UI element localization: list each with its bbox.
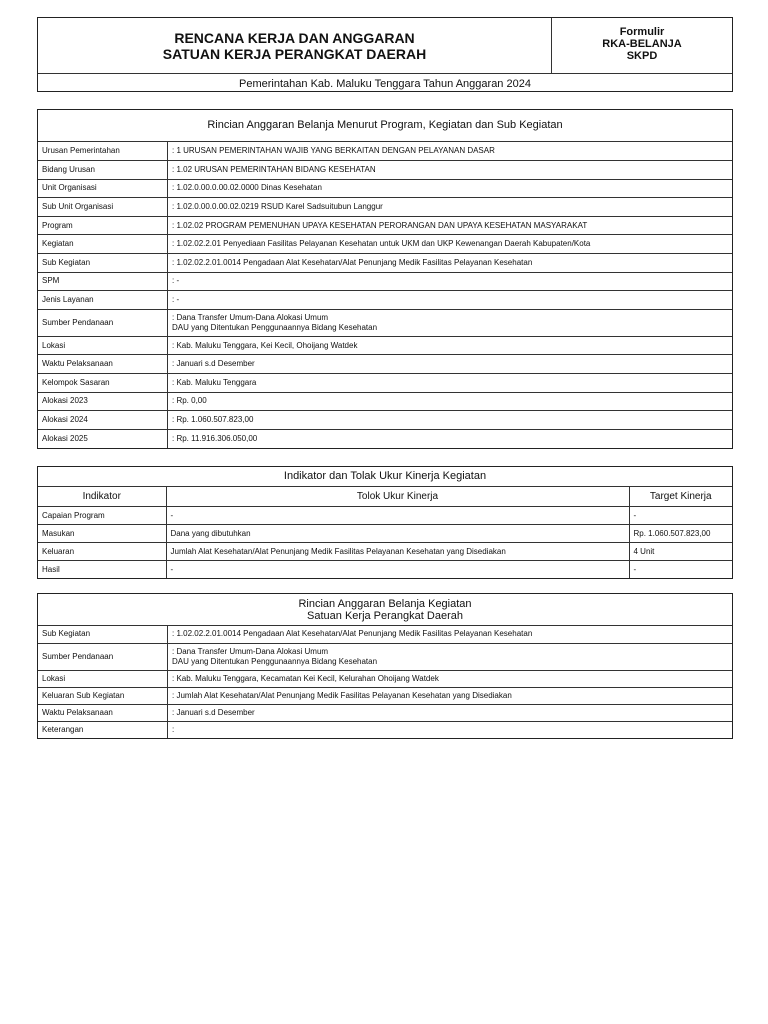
section-title: Rincian Anggaran Belanja Menurut Program, Kegiatan dan Sub Kegiatan [38,110,732,142]
table-row [38,142,732,161]
document-title [38,18,552,73]
table-row [38,216,732,235]
section-title-line-2: Satuan Kerja Perangkat Daerah [307,609,463,622]
document-header [37,17,733,92]
row-value [168,272,733,291]
row-value [168,670,733,687]
activity-budget-table [38,626,732,738]
document-subtitle: Pemerintahan Kab. Maluku Tenggara Tahun Anggaran 2024 [239,77,531,90]
row-value [168,254,733,273]
row-value-text-2: DAU yang Ditentukan Penggunaannya Bidang Kesehatan [172,656,378,666]
row-value-text: : Kab. Maluku Tenggara, Kei Kecil, Ohoijang Watdek [172,340,358,350]
row-label: SPM [38,272,168,291]
row-value [168,235,733,254]
row-value [168,216,733,235]
row-label: Kegiatan [38,235,168,254]
program-details-section [37,109,733,449]
form-code [552,18,732,73]
title-line-2: SATUAN KERJA PERANGKAT DAERAH [162,45,427,62]
table-row [38,309,732,336]
table-row [38,336,732,355]
indicator-cell: Capaian Program [38,507,166,525]
row-value-text: : Rp. 1.060.507.823,00 [172,415,254,425]
activity-budget-section [37,593,733,739]
indicator-cell: Keluaran [38,543,166,561]
row-label: Sumber Pendanaan [38,309,168,336]
table-row [38,626,732,643]
row-value-text: : 1.02.02.2.01.0014 Pengadaan Alat Kesehatan/Alat Penunjang Medik Fasilitas Pelayanan Kesehatan [172,257,533,267]
row-value-text: : Rp. 0,00 [172,396,207,406]
row-value [168,687,733,704]
section-title-line-1: Rincian Anggaran Belanja Kegiatan [298,597,472,610]
row-label: Keterangan [38,721,168,738]
table-row [38,374,732,393]
row-label: Alokasi 2024 [38,411,168,430]
row-value-text: : Kab. Maluku Tenggara, Kecamatan Kei Kecil, Kelurahan Ohoijang Watdek [172,673,439,683]
table-row [38,272,732,291]
row-value-text: : 1.02.02 PROGRAM PEMENUHAN UPAYA KESEHATAN PERORANGAN DAN UPAYA KESEHATAN MASYARAKAT [172,220,588,230]
table-row [38,670,732,687]
column-header-indicator: Indikator [38,487,166,507]
row-label: Bidang Urusan [38,161,168,180]
row-value-text-2: DAU yang Ditentukan Penggunaannya Bidang Kesehatan [172,322,378,332]
section-title [38,594,732,626]
table-row [38,525,732,543]
row-label: Program [38,216,168,235]
row-value-text: : Jumlah Alat Kesehatan/Alat Penunjang Medik Fasilitas Pelayanan Kesehatan yang Disediakan [172,690,512,700]
row-value-text: : 1 URUSAN PEMERINTAHAN WAJIB YANG BERKAITAN DENGAN PELAYANAN DASAR [172,146,495,156]
row-value [168,429,733,448]
table-row [38,687,732,704]
row-value [168,336,733,355]
row-value [168,355,733,374]
row-label: Lokasi [38,336,168,355]
row-value [168,179,733,198]
row-label: Sub Kegiatan [38,626,168,643]
row-value-text: : 1.02.0.00.0.00.02.0000 Dinas Kesehatan [172,183,322,193]
row-value-text: : Kab. Maluku Tenggara [172,377,257,387]
row-value-text: : Rp. 11.916.306.050,00 [172,433,258,443]
benchmark-cell: - [166,561,629,579]
indicator-table [38,487,732,578]
row-value [168,392,733,411]
row-value-text: : Januari s.d Desember [172,707,255,717]
table-row [38,179,732,198]
row-value [168,374,733,393]
row-label: Kelompok Sasaran [38,374,168,393]
row-label: Alokasi 2023 [38,392,168,411]
row-value-text: : - [172,276,180,286]
row-label: Jenis Layanan [38,291,168,310]
benchmark-cell: Jumlah Alat Kesehatan/Alat Penunjang Medik Fasilitas Pelayanan Kesehatan yang Disediakan [166,543,629,561]
benchmark-cell: Dana yang dibutuhkan [166,525,629,543]
table-row [38,411,732,430]
form-line-1: Formulir [619,26,665,38]
row-label: Lokasi [38,670,168,687]
indicator-cell: Masukan [38,525,166,543]
column-header-benchmark: Tolok Ukur Kinerja [166,487,629,507]
table-row [38,643,732,670]
indicator-cell: Hasil [38,561,166,579]
form-line-2: RKA-BELANJA [602,38,682,50]
table-row [38,721,732,738]
row-value [168,309,733,336]
row-value [168,291,733,310]
row-value-text: : - [172,295,180,305]
row-value [168,626,733,643]
indicator-section [37,466,733,579]
row-label: Unit Organisasi [38,179,168,198]
table-row [38,543,732,561]
row-value [168,704,733,721]
row-value [168,411,733,430]
row-value [168,721,733,738]
row-value [168,161,733,180]
row-value-text: : 1.02.0.00.0.00.02.0219 RSUD Karel Sadsuitubun Langgur [172,202,383,212]
benchmark-cell: - [166,507,629,525]
row-label: Sumber Pendanaan [38,643,168,670]
row-value [168,198,733,217]
table-row [38,704,732,721]
row-value-text: : 1.02 URUSAN PEMERINTAHAN BIDANG KESEHATAN [172,164,376,174]
target-cell: 4 Unit [629,543,732,561]
row-value-text: : 1.02.02.2.01 Penyediaan Fasilitas Pelayanan Kesehatan untuk UKM dan UKP Kewenangan Daerah Kabupaten/Kota [172,239,591,249]
row-value-text: : Dana Transfer Umum-Dana Alokasi Umum [172,646,329,656]
row-value-text: : [172,724,175,734]
column-header-target: Target Kinerja [629,487,732,507]
table-row [38,235,732,254]
table-row [38,161,732,180]
table-row [38,291,732,310]
row-label: Sub Kegiatan [38,254,168,273]
title-line-1: RENCANA KERJA DAN ANGGARAN [174,29,415,46]
row-label: Alokasi 2025 [38,429,168,448]
target-cell: - [629,507,732,525]
table-row [38,198,732,217]
program-details-table [38,142,732,448]
row-label: Waktu Pelaksanaan [38,704,168,721]
row-value [168,142,733,161]
row-label: Waktu Pelaksanaan [38,355,168,374]
row-label: Sub Unit Organisasi [38,198,168,217]
table-row [38,507,732,525]
table-row [38,392,732,411]
form-line-3: SKPD [626,50,658,62]
table-row [38,429,732,448]
table-row [38,355,732,374]
target-cell: Rp. 1.060.507.823,00 [629,525,732,543]
row-label: Keluaran Sub Kegiatan [38,687,168,704]
target-cell: - [629,561,732,579]
row-value-text: : Januari s.d Desember [172,359,255,369]
row-value-text: : 1.02.02.2.01.0014 Pengadaan Alat Kesehatan/Alat Penunjang Medik Fasilitas Pelayanan Kesehatan [172,629,533,639]
table-row [38,561,732,579]
row-value [168,643,733,670]
row-value-text: : Dana Transfer Umum-Dana Alokasi Umum [172,312,329,322]
row-label: Urusan Pemerintahan [38,142,168,161]
table-row [38,254,732,273]
section-title: Indikator dan Tolak Ukur Kinerja Kegiatan [38,467,732,487]
